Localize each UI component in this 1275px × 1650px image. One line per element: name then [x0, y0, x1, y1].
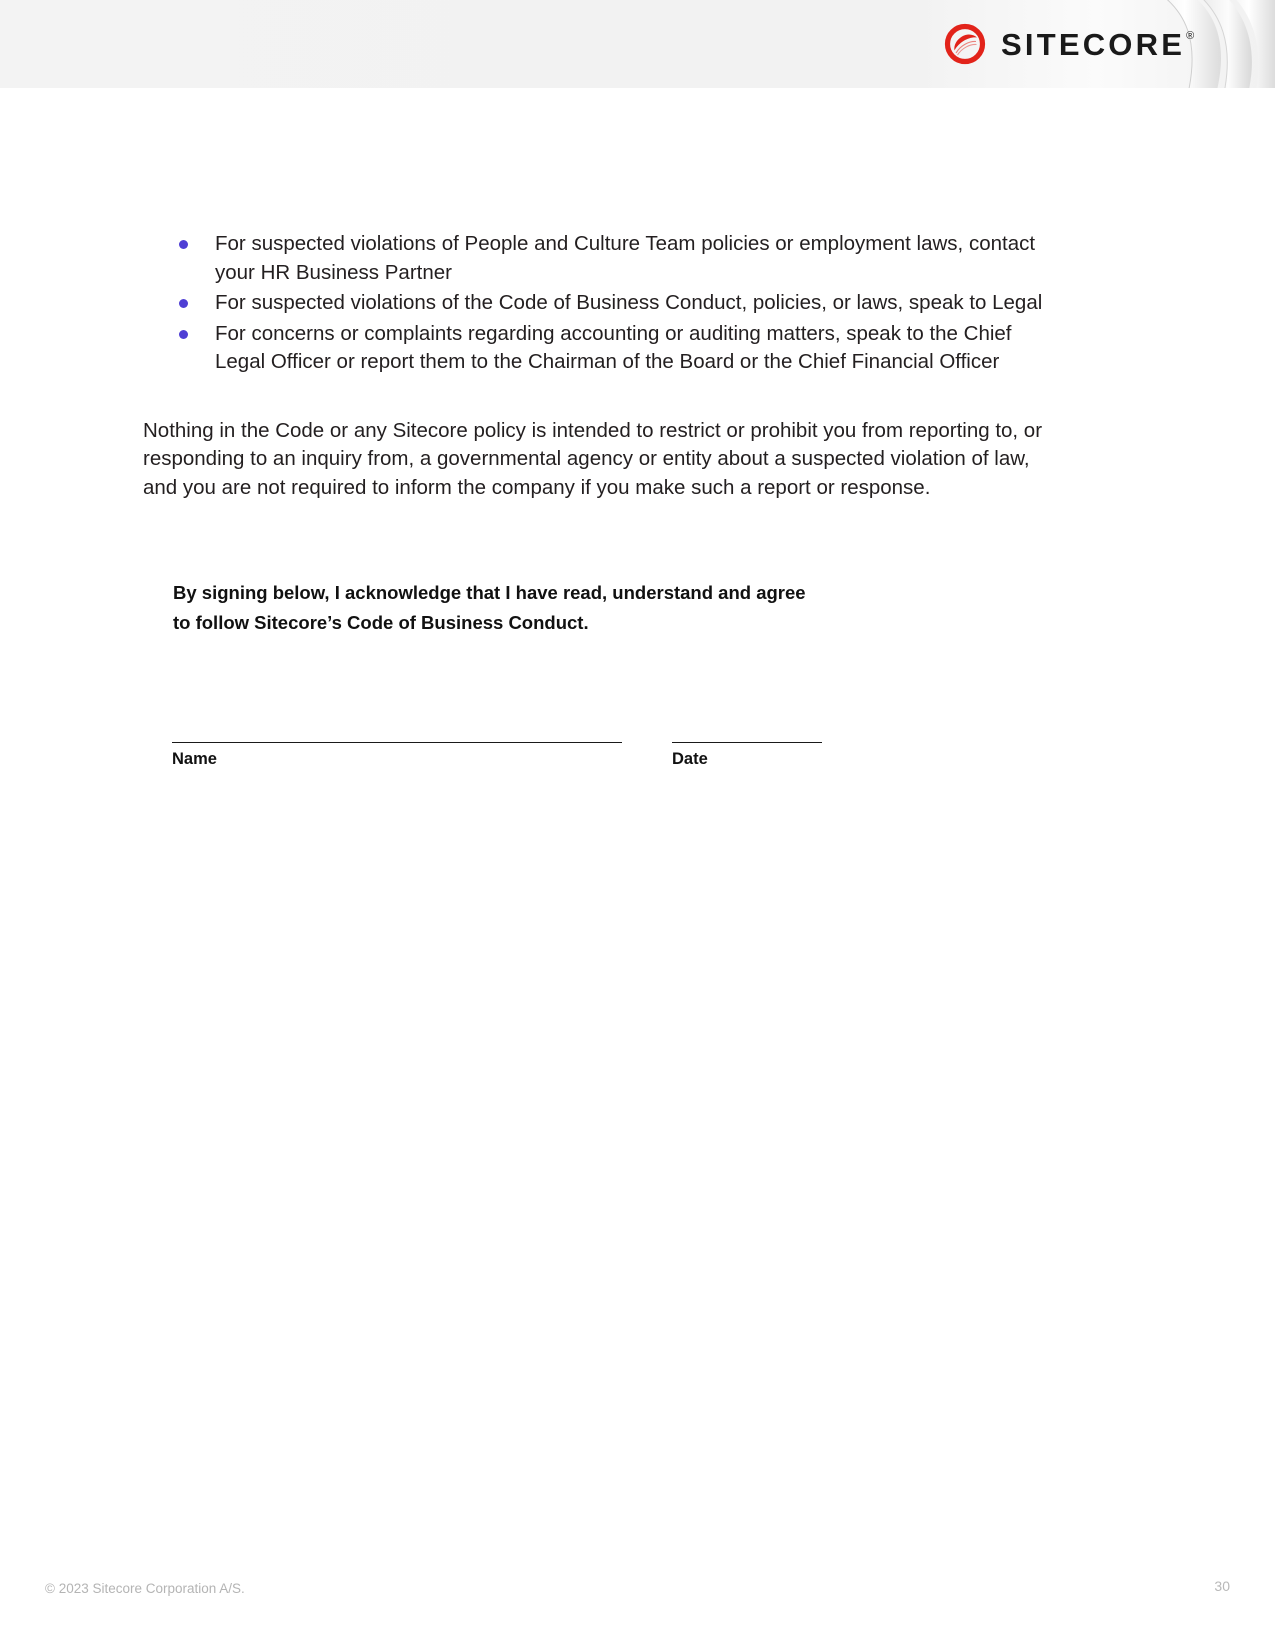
copyright-notice: © 2023 Sitecore Corporation A/S. [45, 1581, 245, 1596]
list-item [143, 289, 1058, 318]
document-body [143, 230, 1058, 502]
list-item [143, 230, 1058, 287]
list-item-text: For suspected violations of People and Culture Team policies or employment laws, contact your HR Business Partner [215, 232, 1036, 284]
reporting-channels-list [143, 230, 1058, 377]
bullet-dot-icon [179, 299, 188, 308]
sitecore-wordmark [1001, 26, 1195, 62]
date-input-line[interactable] [672, 722, 822, 743]
date-label: Date [672, 750, 708, 768]
acknowledgment-statement [173, 578, 873, 638]
page-number: 30 [1214, 1578, 1230, 1594]
list-item [143, 320, 1058, 377]
sitecore-logo [943, 20, 1194, 68]
sitecore-wordmark-text: SITECORE [1001, 26, 1186, 62]
page-footer [0, 1575, 1275, 1615]
name-field-group [172, 722, 622, 769]
page-header [0, 0, 1275, 88]
name-label: Name [172, 750, 217, 768]
list-item-text: For suspected violations of the Code of Business Conduct, policies, or laws, speak to Legal [215, 291, 1043, 314]
trademark-symbol: ® [1186, 29, 1195, 42]
date-field-group [672, 722, 822, 769]
acknowledgment-line-1: By signing below, I acknowledge that I have read, understand and agree [173, 582, 806, 603]
list-item-text: For concerns or complaints regarding accounting or auditing matters, speak to the Chief Legal Officer or report them to the Chairman of the Board or the Chief Financial Officer [215, 321, 1012, 373]
signature-area [172, 722, 872, 782]
bullet-dot-icon [179, 330, 188, 339]
name-input-line[interactable] [172, 722, 622, 743]
sitecore-ring-icon [943, 22, 987, 66]
acknowledgment-line-2: to follow Sitecore’s Code of Business Conduct. [173, 612, 589, 633]
whistleblower-paragraph: Nothing in the Code or any Sitecore policy is intended to restrict or prohibit you from reporting to, or responding to an inquiry from, a governmental agency or entity about a suspected violation of law, and you are not required to inform the company if you make such a report or response. [143, 418, 1043, 499]
bullet-dot-icon [179, 240, 188, 249]
